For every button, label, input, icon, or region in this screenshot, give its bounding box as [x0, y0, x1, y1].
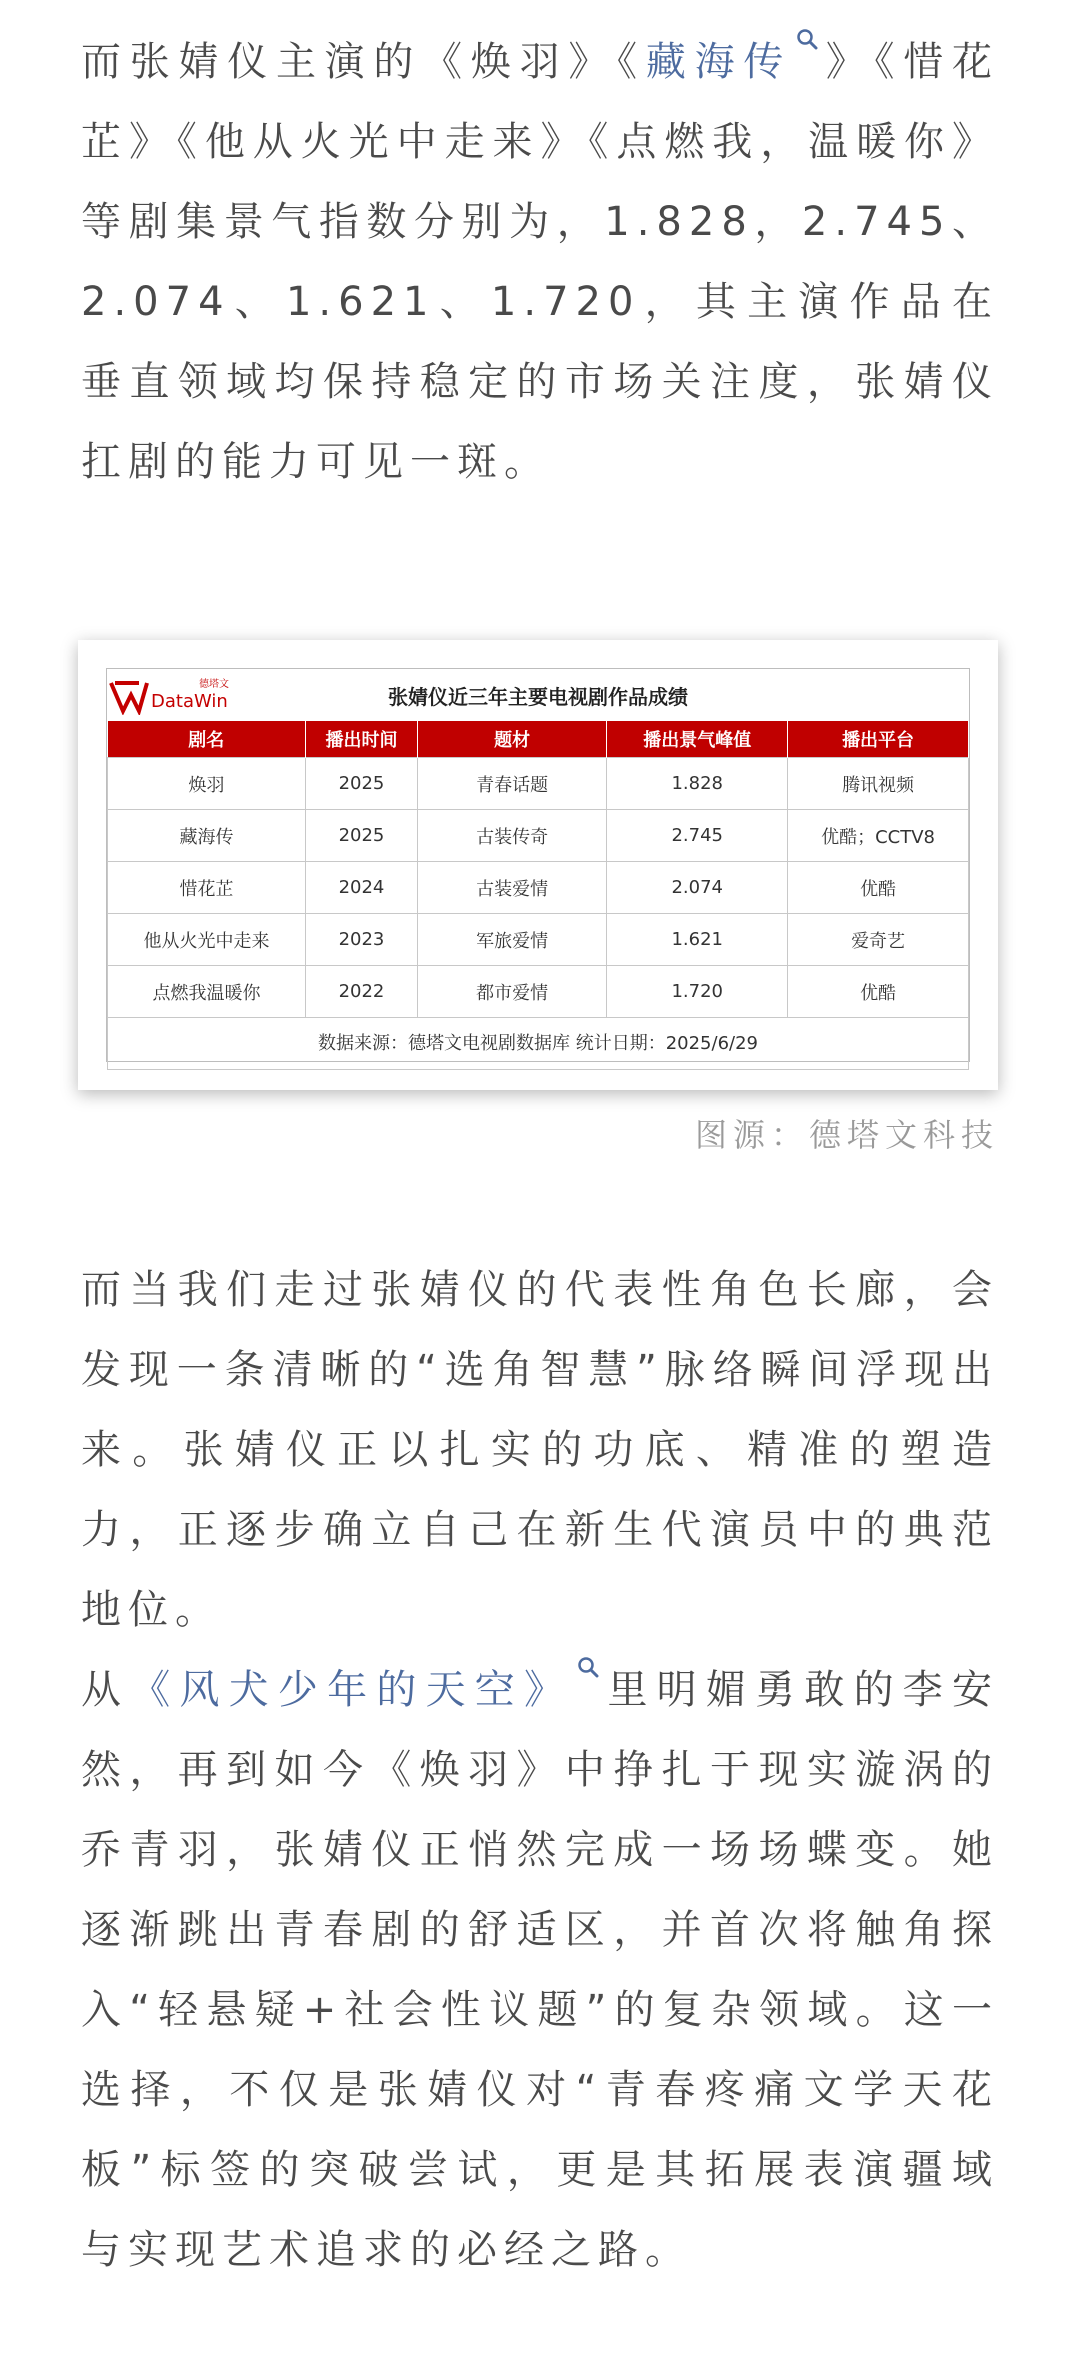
cell-genre: 古装传奇 — [417, 810, 606, 862]
cell-title: 点燃我温暖你 — [108, 966, 306, 1018]
logo-subtitle: 德塔文 — [199, 679, 229, 690]
paragraph-1-text-b: 》《惜花芷》《他从火光中走来》《点燃我，温暖你》等剧集景气指数分别为，1.828，2.745、2.074、1.621、1.720，其主演作品在垂直领域均保持稳定的市场关注度，张婧仪扛剧的能力可见一斑。 — [81, 39, 1000, 485]
cell-air-date: 2025 — [306, 758, 418, 810]
cell-genre: 军旅爱情 — [417, 914, 606, 966]
cell-air-date: 2024 — [306, 862, 418, 914]
paragraph-2: 而当我们走过张婧仪的代表性角色长廊，会发现一条清晰的“选角智慧”脉络瞬间浮现出来。张婧仪正以扎实的功底、精准的塑造力，正逐步确立自己在新生代演员中的典范地位。 — [81, 1267, 999, 1633]
col-header-peak-index: 播出景气峰值 — [607, 721, 788, 758]
paragraph-1 — [81, 22, 999, 502]
cell-platform: 腾讯视频 — [788, 758, 969, 810]
cell-air-date: 2025 — [306, 810, 418, 862]
search-icon[interactable] — [796, 28, 818, 50]
link-fengquan-shaonian-label[interactable]: 《风犬少年的天空》 — [130, 1667, 574, 1713]
cell-genre: 都市爱情 — [417, 966, 606, 1018]
col-header-genre: 题材 — [417, 721, 606, 758]
cell-genre: 古装爱情 — [417, 862, 606, 914]
paragraph-1-text-a: 而张婧仪主演的《焕羽》《 — [81, 39, 646, 85]
table-row — [108, 758, 969, 810]
cell-title: 焕羽 — [108, 758, 306, 810]
cell-peak-index: 1.828 — [607, 758, 788, 810]
search-icon[interactable] — [577, 1656, 599, 1678]
link-canghaizhuan[interactable] — [646, 39, 824, 85]
cell-platform: 优酷 — [788, 966, 969, 1018]
col-header-title: 剧名 — [108, 721, 306, 758]
image-caption: 图源：德塔文科技 — [694, 1116, 999, 1154]
cell-peak-index: 1.621 — [607, 914, 788, 966]
table-header-bar — [107, 669, 969, 721]
link-canghaizhuan-label[interactable]: 藏海传 — [645, 39, 793, 85]
table-row — [108, 914, 969, 966]
table-source-row — [108, 1018, 969, 1070]
cell-peak-index: 2.074 — [607, 862, 788, 914]
cell-air-date: 2023 — [306, 914, 418, 966]
table-header-row — [108, 721, 969, 758]
data-source-note: 数据来源：德塔文电视剧数据库 统计日期：2025/6/29 — [108, 1018, 969, 1070]
cell-platform: 优酷；CCTV8 — [788, 810, 969, 862]
table-card — [106, 668, 970, 1062]
cell-peak-index: 2.745 — [607, 810, 788, 862]
table-row — [108, 862, 969, 914]
cell-air-date: 2022 — [306, 966, 418, 1018]
table-row — [108, 810, 969, 862]
col-header-air-date: 播出时间 — [306, 721, 418, 758]
paragraph-3-text-b: 里明媚勇敢的李安然，再到如今《焕羽》中挣扎于现实漩涡的乔青羽，张婧仪正悄然完成一场场蝶变。她逐渐跳出青春剧的舒适区，并首次将触角探入“轻悬疑+社会性议题”的复杂领域。这一选择，不仅是张婧仪对“青春疼痛文学天花板”标签的突破尝试，更是其拓展表演疆域与实现艺术追求的必经之路。 — [81, 1667, 1000, 2273]
col-header-platform: 播出平台 — [788, 721, 969, 758]
cell-platform: 爱奇艺 — [788, 914, 969, 966]
cell-title: 惜花芷 — [108, 862, 306, 914]
cell-title: 藏海传 — [108, 810, 306, 862]
paragraph-3-text-a: 从 — [81, 1667, 131, 1713]
cell-platform: 优酷 — [788, 862, 969, 914]
cell-title: 他从火光中走来 — [108, 914, 306, 966]
table-title: 张婧仪近三年主要电视剧作品成绩 — [388, 685, 688, 709]
table-row — [108, 966, 969, 1018]
works-table — [107, 721, 969, 1070]
paragraph-3 — [81, 1650, 999, 2290]
cell-genre: 青春话题 — [417, 758, 606, 810]
link-fengquan-shaonian[interactable] — [130, 1667, 605, 1713]
logo-text: DataWin — [151, 691, 228, 712]
data-table-figure — [78, 640, 998, 1090]
cell-peak-index: 1.720 — [607, 966, 788, 1018]
